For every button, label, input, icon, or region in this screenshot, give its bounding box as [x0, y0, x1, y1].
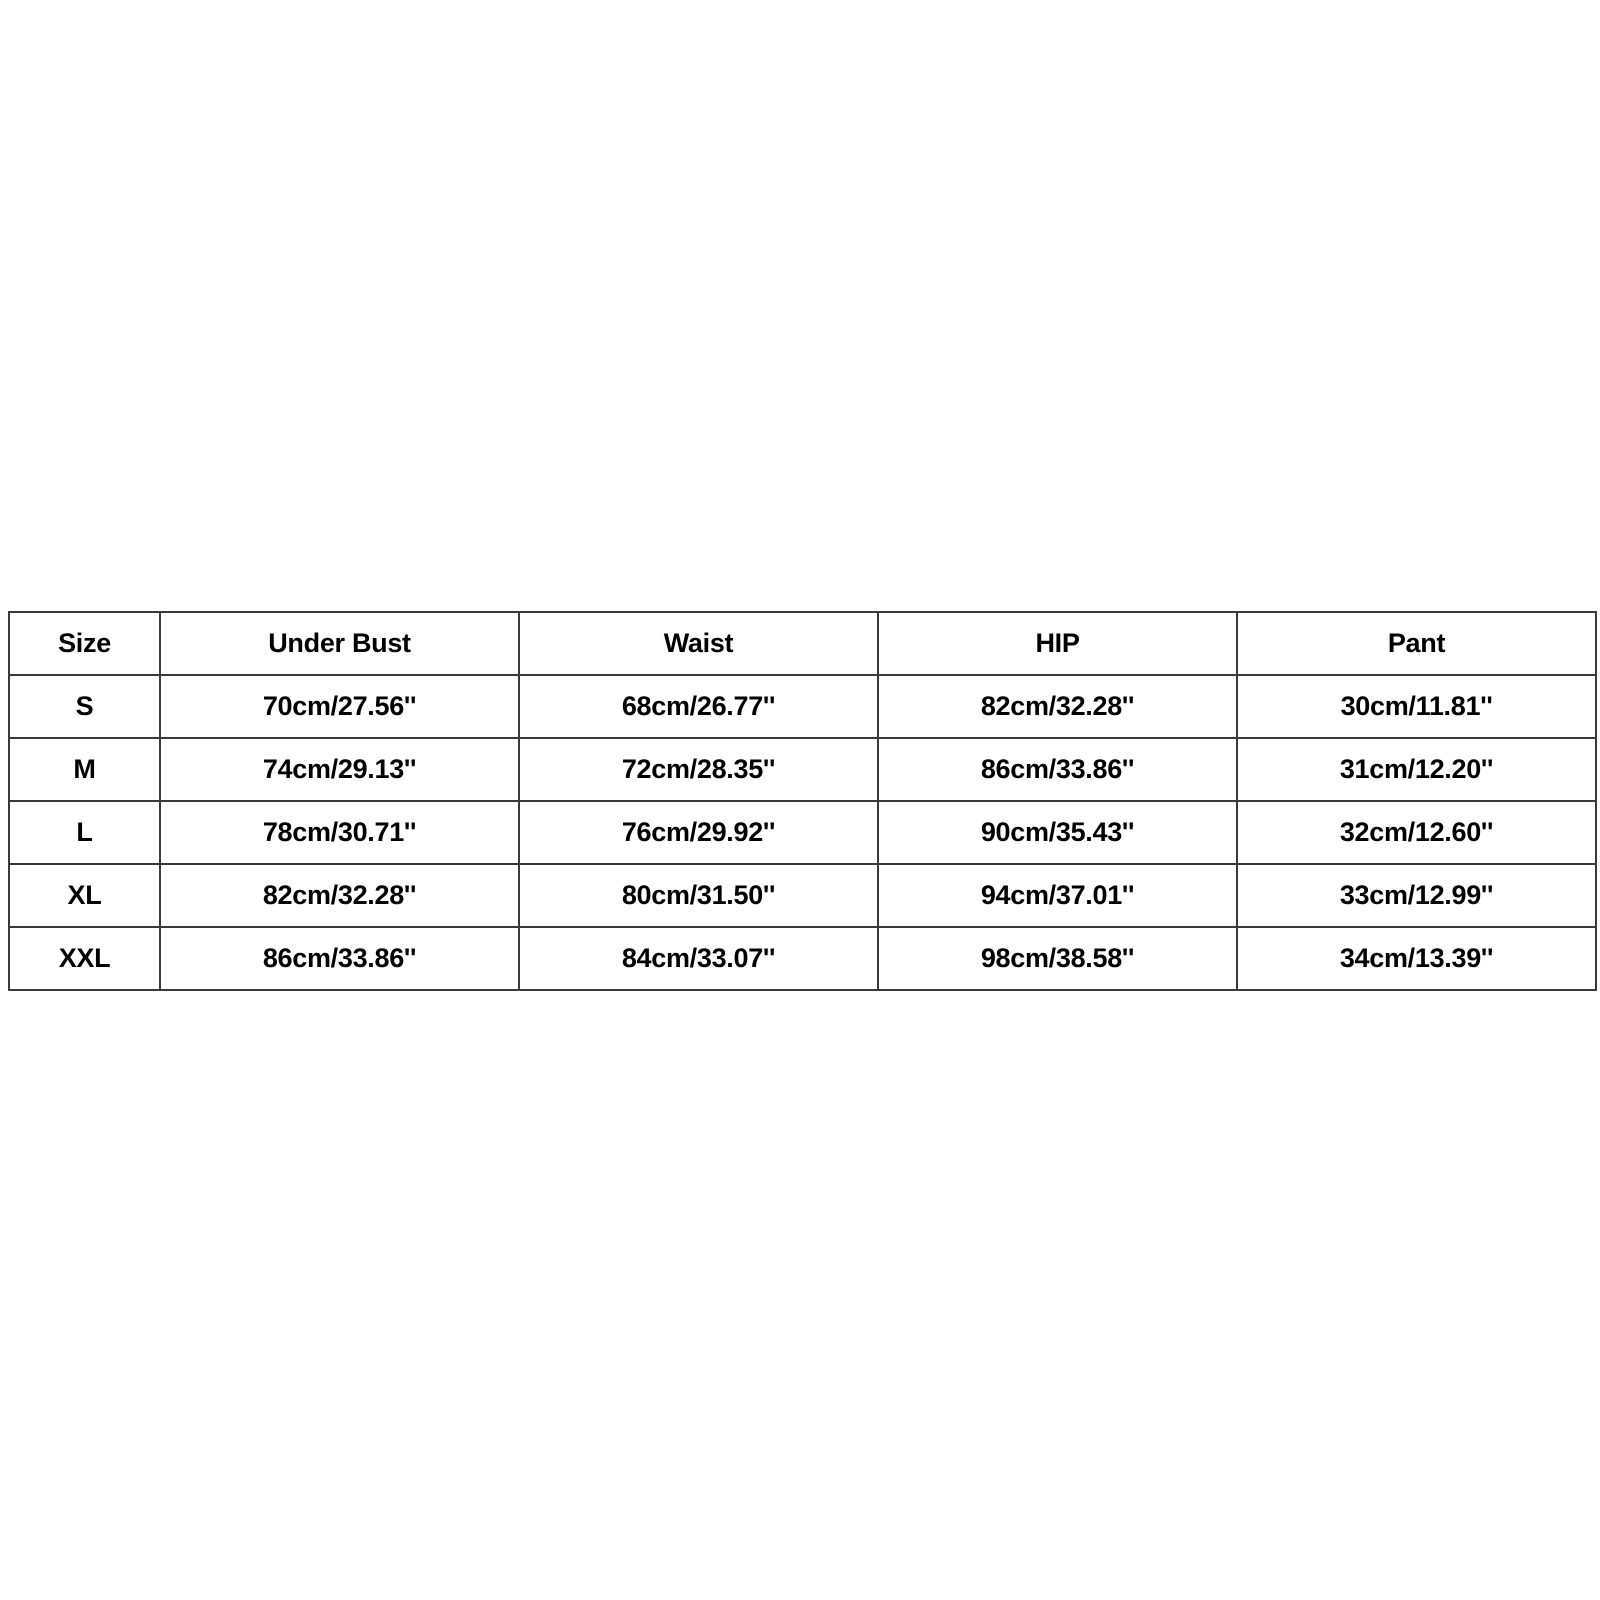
table-row	[9, 675, 1596, 738]
hip-cell: 98cm/38.58''	[878, 927, 1237, 990]
hip-cell: 90cm/35.43''	[878, 801, 1237, 864]
under-bust-cell: 82cm/32.28''	[160, 864, 519, 927]
under-bust-cell: 70cm/27.56''	[160, 675, 519, 738]
waist-cell: 84cm/33.07''	[519, 927, 878, 990]
hip-cell: 86cm/33.86''	[878, 738, 1237, 801]
pant-cell: 33cm/12.99''	[1237, 864, 1596, 927]
waist-cell: 68cm/26.77''	[519, 675, 878, 738]
pant-cell: 31cm/12.20''	[1237, 738, 1596, 801]
pant-cell: 32cm/12.60''	[1237, 801, 1596, 864]
size-chart-body	[9, 675, 1596, 990]
header-under-bust: Under Bust	[160, 612, 519, 675]
header-size: Size	[9, 612, 160, 675]
table-row	[9, 927, 1596, 990]
under-bust-cell: 86cm/33.86''	[160, 927, 519, 990]
header-row	[9, 612, 1596, 675]
table-row	[9, 738, 1596, 801]
hip-cell: 94cm/37.01''	[878, 864, 1237, 927]
table-row	[9, 864, 1596, 927]
size-cell: M	[9, 738, 160, 801]
header-hip: HIP	[878, 612, 1237, 675]
pant-cell: 30cm/11.81''	[1237, 675, 1596, 738]
hip-cell: 82cm/32.28''	[878, 675, 1237, 738]
size-cell: XXL	[9, 927, 160, 990]
table-row	[9, 801, 1596, 864]
size-cell: XL	[9, 864, 160, 927]
under-bust-cell: 78cm/30.71''	[160, 801, 519, 864]
waist-cell: 76cm/29.92''	[519, 801, 878, 864]
size-chart-table	[8, 611, 1597, 991]
header-pant: Pant	[1237, 612, 1596, 675]
header-waist: Waist	[519, 612, 878, 675]
waist-cell: 72cm/28.35''	[519, 738, 878, 801]
under-bust-cell: 74cm/29.13''	[160, 738, 519, 801]
pant-cell: 34cm/13.39''	[1237, 927, 1596, 990]
size-chart-header	[9, 612, 1596, 675]
waist-cell: 80cm/31.50''	[519, 864, 878, 927]
size-cell: L	[9, 801, 160, 864]
size-cell: S	[9, 675, 160, 738]
